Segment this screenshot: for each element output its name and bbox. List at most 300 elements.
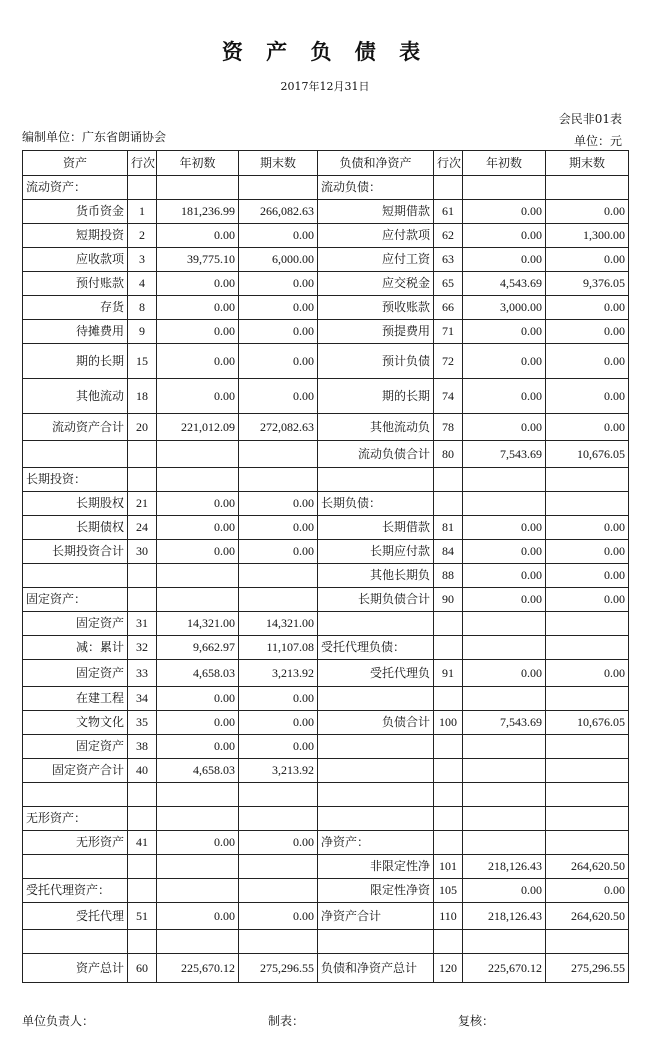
asset-closing-balance: 0.00 xyxy=(239,320,318,344)
table-row xyxy=(23,272,629,296)
manager-signature-label: 单位负责人： xyxy=(22,1014,95,1028)
liability-item-label: 限定性净资 xyxy=(318,879,434,903)
asset-line-number xyxy=(128,807,157,831)
asset-opening-balance: 4,658.03 xyxy=(157,759,239,783)
asset-item-label: 减：累计 xyxy=(23,636,128,660)
liability-closing-balance xyxy=(546,687,629,711)
asset-item-label: 存货 xyxy=(23,296,128,320)
asset-closing-balance: 3,213.92 xyxy=(239,660,318,687)
liability-item-label: 净资产： xyxy=(318,831,434,855)
asset-item-label: 固定资产合计 xyxy=(23,759,128,783)
liability-opening-balance: 0.00 xyxy=(463,344,546,379)
asset-item-label: 固定资产 xyxy=(23,660,128,687)
asset-opening-balance: 0.00 xyxy=(157,711,239,735)
liability-line-number: 71 xyxy=(434,320,463,344)
asset-opening-balance: 0.00 xyxy=(157,516,239,540)
asset-item-label xyxy=(23,930,128,954)
liability-line-number xyxy=(434,612,463,636)
asset-opening-balance xyxy=(157,855,239,879)
asset-opening-balance: 0.00 xyxy=(157,492,239,516)
asset-line-number xyxy=(128,588,157,612)
asset-closing-balance xyxy=(239,783,318,807)
liability-opening-balance xyxy=(463,176,546,200)
liability-closing-balance xyxy=(546,636,629,660)
liability-line-number xyxy=(434,735,463,759)
asset-line-number: 15 xyxy=(128,344,157,379)
liability-item-label: 负债和净资产总计 xyxy=(318,954,434,983)
asset-item-label: 期的长期 xyxy=(23,344,128,379)
liability-item-label: 非限定性净 xyxy=(318,855,434,879)
liability-closing-balance: 0.00 xyxy=(546,296,629,320)
asset-line-number xyxy=(128,468,157,492)
asset-closing-balance: 0.00 xyxy=(239,711,318,735)
asset-opening-balance: 181,236.99 xyxy=(157,200,239,224)
liability-item-label: 预计负债 xyxy=(318,344,434,379)
asset-opening-balance: 0.00 xyxy=(157,831,239,855)
liability-opening-balance: 218,126.43 xyxy=(463,903,546,930)
liability-closing-balance xyxy=(546,492,629,516)
liability-closing-balance xyxy=(546,735,629,759)
liability-line-number: 88 xyxy=(434,564,463,588)
asset-item-label xyxy=(23,855,128,879)
liability-line-number: 101 xyxy=(434,855,463,879)
liability-item-label: 应交税金 xyxy=(318,272,434,296)
col-header: 资产 xyxy=(23,151,128,176)
liability-item-label: 长期借款 xyxy=(318,516,434,540)
liability-closing-balance xyxy=(546,468,629,492)
liability-opening-balance: 0.00 xyxy=(463,660,546,687)
asset-opening-balance: 0.00 xyxy=(157,735,239,759)
liability-opening-balance xyxy=(463,831,546,855)
asset-closing-balance xyxy=(239,588,318,612)
liability-item-label: 净资产合计 xyxy=(318,903,434,930)
asset-opening-balance: 0.00 xyxy=(157,224,239,248)
liability-closing-balance xyxy=(546,176,629,200)
form-code: 会民非01表 xyxy=(558,112,622,126)
asset-line-number: 1 xyxy=(128,200,157,224)
liability-line-number: 72 xyxy=(434,344,463,379)
liability-line-number xyxy=(434,687,463,711)
liability-closing-balance: 0.00 xyxy=(546,344,629,379)
liability-closing-balance: 0.00 xyxy=(546,879,629,903)
table-row xyxy=(23,588,629,612)
asset-line-number xyxy=(128,930,157,954)
liability-line-number: 91 xyxy=(434,660,463,687)
asset-line-number: 20 xyxy=(128,414,157,441)
liability-opening-balance: 0.00 xyxy=(463,516,546,540)
liability-item-label: 应付款项 xyxy=(318,224,434,248)
liability-line-number xyxy=(434,759,463,783)
asset-item-label: 应收款项 xyxy=(23,248,128,272)
liability-line-number xyxy=(434,807,463,831)
table-row xyxy=(23,492,629,516)
asset-closing-balance xyxy=(239,564,318,588)
liability-closing-balance: 10,676.05 xyxy=(546,711,629,735)
col-header: 期末数 xyxy=(546,151,629,176)
table-row xyxy=(23,759,629,783)
asset-opening-balance: 225,670.12 xyxy=(157,954,239,983)
asset-opening-balance: 0.00 xyxy=(157,272,239,296)
asset-line-number: 35 xyxy=(128,711,157,735)
asset-line-number: 18 xyxy=(128,379,157,414)
liability-line-number: 74 xyxy=(434,379,463,414)
liability-opening-balance: 0.00 xyxy=(463,414,546,441)
balance-sheet-table xyxy=(22,150,629,983)
liability-line-number: 66 xyxy=(434,296,463,320)
liability-item-label xyxy=(318,735,434,759)
table-row xyxy=(23,344,629,379)
asset-item-label: 货币资金 xyxy=(23,200,128,224)
asset-item-label: 长期投资合计 xyxy=(23,540,128,564)
asset-item-label: 长期股权 xyxy=(23,492,128,516)
table-row xyxy=(23,831,629,855)
table-row xyxy=(23,954,629,983)
col-header: 年初数 xyxy=(463,151,546,176)
table-row xyxy=(23,735,629,759)
asset-closing-balance xyxy=(239,930,318,954)
asset-opening-balance: 9,662.97 xyxy=(157,636,239,660)
liability-item-label: 其他长期负 xyxy=(318,564,434,588)
asset-opening-balance: 0.00 xyxy=(157,379,239,414)
asset-line-number: 40 xyxy=(128,759,157,783)
liability-closing-balance: 264,620.50 xyxy=(546,903,629,930)
liability-closing-balance: 0.00 xyxy=(546,516,629,540)
liability-line-number: 80 xyxy=(434,441,463,468)
liability-item-label: 长期负债合计 xyxy=(318,588,434,612)
table-row xyxy=(23,379,629,414)
liability-closing-balance xyxy=(546,930,629,954)
liability-opening-balance xyxy=(463,783,546,807)
liability-opening-balance xyxy=(463,759,546,783)
table-row xyxy=(23,660,629,687)
liability-item-label: 应付工资 xyxy=(318,248,434,272)
liability-line-number xyxy=(434,468,463,492)
liability-opening-balance xyxy=(463,468,546,492)
table-row xyxy=(23,224,629,248)
liability-line-number xyxy=(434,492,463,516)
asset-closing-balance xyxy=(239,879,318,903)
table-row xyxy=(23,468,629,492)
page-title: 资 产 负 债 表 xyxy=(221,39,429,64)
asset-opening-balance: 0.00 xyxy=(157,540,239,564)
liability-opening-balance: 0.00 xyxy=(463,200,546,224)
asset-closing-balance: 0.00 xyxy=(239,735,318,759)
liability-item-label: 受托代理负 xyxy=(318,660,434,687)
table-row xyxy=(23,296,629,320)
table-row xyxy=(23,248,629,272)
asset-item-label: 长期债权 xyxy=(23,516,128,540)
preparer-label: 制表： xyxy=(268,1014,305,1028)
asset-opening-balance xyxy=(157,783,239,807)
liability-opening-balance: 0.00 xyxy=(463,320,546,344)
asset-opening-balance: 0.00 xyxy=(157,296,239,320)
liability-item-label: 预收账款 xyxy=(318,296,434,320)
liability-closing-balance: 275,296.55 xyxy=(546,954,629,983)
asset-line-number: 34 xyxy=(128,687,157,711)
asset-line-number xyxy=(128,855,157,879)
liability-closing-balance: 0.00 xyxy=(546,320,629,344)
asset-closing-balance: 0.00 xyxy=(239,516,318,540)
liability-item-label: 期的长期 xyxy=(318,379,434,414)
asset-item-label: 固定资产 xyxy=(23,735,128,759)
table-row xyxy=(23,612,629,636)
liability-item-label: 流动负债合计 xyxy=(318,441,434,468)
liability-opening-balance: 0.00 xyxy=(463,248,546,272)
asset-opening-balance: 0.00 xyxy=(157,344,239,379)
asset-closing-balance: 0.00 xyxy=(239,344,318,379)
liability-opening-balance xyxy=(463,492,546,516)
liability-line-number: 105 xyxy=(434,879,463,903)
asset-item-label: 流动资产： xyxy=(23,176,128,200)
liability-line-number: 81 xyxy=(434,516,463,540)
liability-item-label: 负债合计 xyxy=(318,711,434,735)
asset-item-label: 其他流动 xyxy=(23,379,128,414)
liability-opening-balance: 0.00 xyxy=(463,224,546,248)
liability-opening-balance: 0.00 xyxy=(463,564,546,588)
table-row xyxy=(23,711,629,735)
liability-opening-balance xyxy=(463,735,546,759)
col-header: 年初数 xyxy=(157,151,239,176)
asset-closing-balance: 3,213.92 xyxy=(239,759,318,783)
asset-item-label xyxy=(23,441,128,468)
currency-unit: 单位：元 xyxy=(573,134,622,148)
organization: 编制单位：广东省朗诵协会 xyxy=(22,130,167,144)
table-row xyxy=(23,930,629,954)
liability-item-label: 短期借款 xyxy=(318,200,434,224)
asset-opening-balance: 4,658.03 xyxy=(157,660,239,687)
liability-opening-balance: 225,670.12 xyxy=(463,954,546,983)
asset-opening-balance xyxy=(157,564,239,588)
liability-closing-balance: 0.00 xyxy=(546,660,629,687)
liability-line-number: 90 xyxy=(434,588,463,612)
liability-item-label: 其他流动负 xyxy=(318,414,434,441)
asset-opening-balance xyxy=(157,441,239,468)
liability-closing-balance: 0.00 xyxy=(546,200,629,224)
liability-closing-balance: 9,376.05 xyxy=(546,272,629,296)
liability-line-number: 78 xyxy=(434,414,463,441)
liability-line-number xyxy=(434,636,463,660)
asset-line-number xyxy=(128,564,157,588)
asset-item-label xyxy=(23,564,128,588)
col-header: 期末数 xyxy=(239,151,318,176)
asset-item-label: 受托代理资产： xyxy=(23,879,128,903)
asset-line-number: 51 xyxy=(128,903,157,930)
asset-closing-balance: 0.00 xyxy=(239,379,318,414)
liability-closing-balance xyxy=(546,783,629,807)
col-header: 行次 xyxy=(128,151,157,176)
liability-opening-balance: 4,543.69 xyxy=(463,272,546,296)
asset-opening-balance: 14,321.00 xyxy=(157,612,239,636)
asset-line-number xyxy=(128,176,157,200)
asset-closing-balance xyxy=(239,441,318,468)
liability-item-label xyxy=(318,468,434,492)
table-row xyxy=(23,903,629,930)
asset-line-number: 31 xyxy=(128,612,157,636)
liability-line-number xyxy=(434,783,463,807)
asset-line-number: 38 xyxy=(128,735,157,759)
asset-line-number: 2 xyxy=(128,224,157,248)
col-header: 负债和净资产 xyxy=(318,151,434,176)
asset-closing-balance: 11,107.08 xyxy=(239,636,318,660)
table-row xyxy=(23,516,629,540)
asset-item-label: 固定资产 xyxy=(23,612,128,636)
liability-item-label xyxy=(318,930,434,954)
asset-item-label: 文物文化 xyxy=(23,711,128,735)
table-row xyxy=(23,320,629,344)
liability-line-number: 84 xyxy=(434,540,463,564)
liability-closing-balance: 1,300.00 xyxy=(546,224,629,248)
asset-closing-balance: 6,000.00 xyxy=(239,248,318,272)
liability-closing-balance: 0.00 xyxy=(546,248,629,272)
asset-opening-balance: 0.00 xyxy=(157,320,239,344)
asset-closing-balance: 0.00 xyxy=(239,903,318,930)
asset-line-number xyxy=(128,441,157,468)
asset-opening-balance xyxy=(157,930,239,954)
table-row xyxy=(23,783,629,807)
asset-opening-balance: 0.00 xyxy=(157,687,239,711)
asset-closing-balance: 0.00 xyxy=(239,296,318,320)
asset-line-number xyxy=(128,783,157,807)
asset-closing-balance: 272,082.63 xyxy=(239,414,318,441)
asset-opening-balance: 39,775.10 xyxy=(157,248,239,272)
table-row xyxy=(23,176,629,200)
liability-item-label xyxy=(318,687,434,711)
asset-opening-balance xyxy=(157,807,239,831)
asset-closing-balance xyxy=(239,176,318,200)
liability-item-label: 预提费用 xyxy=(318,320,434,344)
asset-closing-balance xyxy=(239,807,318,831)
asset-opening-balance: 0.00 xyxy=(157,903,239,930)
asset-item-label: 资产总计 xyxy=(23,954,128,983)
asset-item-label xyxy=(23,783,128,807)
asset-item-label: 受托代理 xyxy=(23,903,128,930)
asset-closing-balance: 0.00 xyxy=(239,272,318,296)
asset-closing-balance: 0.00 xyxy=(239,687,318,711)
asset-line-number: 4 xyxy=(128,272,157,296)
asset-line-number: 41 xyxy=(128,831,157,855)
table-body xyxy=(23,176,629,983)
reviewer-label: 复核： xyxy=(458,1014,495,1028)
liability-opening-balance: 7,543.69 xyxy=(463,711,546,735)
asset-opening-balance: 221,012.09 xyxy=(157,414,239,441)
liability-opening-balance xyxy=(463,612,546,636)
asset-line-number: 9 xyxy=(128,320,157,344)
asset-closing-balance xyxy=(239,855,318,879)
table-row xyxy=(23,687,629,711)
liability-opening-balance xyxy=(463,930,546,954)
liability-item-label: 受托代理负债： xyxy=(318,636,434,660)
liability-closing-balance: 0.00 xyxy=(546,379,629,414)
asset-closing-balance: 266,082.63 xyxy=(239,200,318,224)
liability-opening-balance: 218,126.43 xyxy=(463,855,546,879)
table-row xyxy=(23,200,629,224)
asset-opening-balance xyxy=(157,879,239,903)
asset-closing-balance: 0.00 xyxy=(239,492,318,516)
liability-closing-balance xyxy=(546,807,629,831)
liability-line-number: 61 xyxy=(434,200,463,224)
asset-closing-balance: 0.00 xyxy=(239,831,318,855)
liability-line-number: 65 xyxy=(434,272,463,296)
liability-opening-balance xyxy=(463,807,546,831)
liability-opening-balance: 0.00 xyxy=(463,588,546,612)
asset-line-number: 3 xyxy=(128,248,157,272)
table-row xyxy=(23,564,629,588)
liability-line-number: 120 xyxy=(434,954,463,983)
asset-closing-balance: 275,296.55 xyxy=(239,954,318,983)
asset-closing-balance xyxy=(239,468,318,492)
asset-item-label: 预付账款 xyxy=(23,272,128,296)
liability-opening-balance xyxy=(463,636,546,660)
asset-line-number: 24 xyxy=(128,516,157,540)
liability-opening-balance: 0.00 xyxy=(463,379,546,414)
liability-opening-balance: 3,000.00 xyxy=(463,296,546,320)
asset-item-label: 无形资产： xyxy=(23,807,128,831)
asset-line-number: 60 xyxy=(128,954,157,983)
liability-line-number xyxy=(434,176,463,200)
liability-closing-balance: 0.00 xyxy=(546,414,629,441)
report-date: 2017年12月31日 xyxy=(280,80,370,93)
liability-item-label: 长期负债： xyxy=(318,492,434,516)
liability-item-label xyxy=(318,759,434,783)
table-row xyxy=(23,636,629,660)
liability-line-number: 62 xyxy=(434,224,463,248)
asset-line-number: 32 xyxy=(128,636,157,660)
asset-closing-balance: 0.00 xyxy=(239,224,318,248)
liability-item-label xyxy=(318,612,434,636)
table-row xyxy=(23,441,629,468)
asset-opening-balance xyxy=(157,588,239,612)
asset-item-label: 在建工程 xyxy=(23,687,128,711)
liability-item-label xyxy=(318,807,434,831)
asset-line-number xyxy=(128,879,157,903)
asset-item-label: 短期投资 xyxy=(23,224,128,248)
asset-opening-balance xyxy=(157,468,239,492)
liability-closing-balance: 0.00 xyxy=(546,540,629,564)
asset-item-label: 流动资产合计 xyxy=(23,414,128,441)
liability-opening-balance: 0.00 xyxy=(463,879,546,903)
asset-closing-balance: 0.00 xyxy=(239,540,318,564)
asset-line-number: 21 xyxy=(128,492,157,516)
liability-closing-balance: 264,620.50 xyxy=(546,855,629,879)
liability-line-number: 63 xyxy=(434,248,463,272)
liability-line-number: 100 xyxy=(434,711,463,735)
col-header: 行次 xyxy=(434,151,463,176)
liability-line-number: 110 xyxy=(434,903,463,930)
liability-opening-balance: 7,543.69 xyxy=(463,441,546,468)
liability-item-label: 长期应付款 xyxy=(318,540,434,564)
liability-closing-balance: 10,676.05 xyxy=(546,441,629,468)
liability-line-number xyxy=(434,831,463,855)
asset-item-label: 待摊费用 xyxy=(23,320,128,344)
table-header-row xyxy=(23,151,629,176)
liability-item-label: 流动负债： xyxy=(318,176,434,200)
asset-item-label: 长期投资： xyxy=(23,468,128,492)
asset-line-number: 30 xyxy=(128,540,157,564)
asset-line-number: 8 xyxy=(128,296,157,320)
liability-opening-balance: 0.00 xyxy=(463,540,546,564)
asset-opening-balance xyxy=(157,176,239,200)
liability-item-label xyxy=(318,783,434,807)
table-row xyxy=(23,879,629,903)
liability-closing-balance xyxy=(546,612,629,636)
liability-line-number xyxy=(434,930,463,954)
liability-closing-balance xyxy=(546,831,629,855)
liability-closing-balance: 0.00 xyxy=(546,588,629,612)
asset-item-label: 无形资产 xyxy=(23,831,128,855)
liability-opening-balance xyxy=(463,687,546,711)
liability-closing-balance xyxy=(546,759,629,783)
table-row xyxy=(23,855,629,879)
